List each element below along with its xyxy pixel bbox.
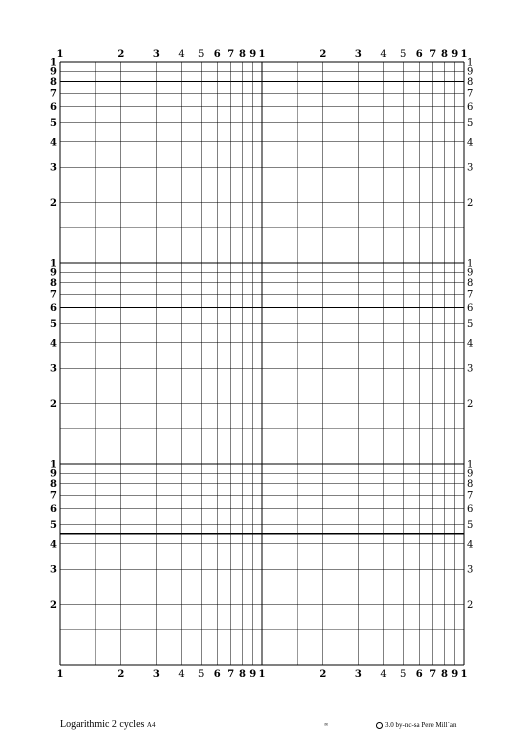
footer-license	[376, 721, 457, 729]
y-tick-label-right: 9	[467, 468, 474, 480]
y-tick-label-left: 3	[50, 363, 57, 375]
y-tick-label-right: 3	[467, 363, 474, 375]
y-tick-label-left: 6	[50, 504, 57, 516]
y-tick-label-right: 1	[467, 258, 474, 270]
footer-mark: ∞	[324, 722, 329, 728]
x-tick-label-top: 1	[56, 49, 64, 60]
y-tick-label-left: 1	[50, 258, 57, 270]
y-tick-label-left: 9	[50, 66, 57, 78]
y-tick-label-left: 7	[50, 289, 57, 301]
footer-license-text: 3.0 by-nc-sa Pere Mill´an	[385, 721, 457, 729]
y-tick-label-left: 8	[50, 76, 57, 88]
x-tick-label-bottom: 5	[198, 669, 205, 680]
y-tick-label-left: 2	[50, 599, 57, 611]
y-tick-label-left: 2	[50, 197, 57, 209]
y-tick-label-left: 6	[50, 102, 57, 114]
y-tick-label-left: 6	[50, 303, 57, 315]
y-tick-label-right: 4	[467, 539, 474, 551]
footer-paper-size: A4	[146, 721, 156, 729]
x-tick-label-bottom: 2	[319, 669, 327, 680]
x-tick-label-bottom: 1	[258, 669, 266, 680]
x-tick-label-bottom: 1	[460, 669, 468, 680]
y-tick-label-left: 4	[50, 137, 57, 149]
y-tick-label-right: 1	[467, 459, 474, 471]
y-tick-label-left: 7	[50, 490, 57, 502]
y-tick-label-left: 8	[50, 277, 57, 289]
y-tick-label-left: 1	[50, 459, 57, 471]
x-tick-label-bottom: 5	[400, 669, 407, 680]
x-tick-label-bottom: 3	[152, 669, 160, 680]
y-tick-label-left: 2	[50, 398, 57, 410]
y-tick-label-left: 4	[50, 338, 57, 350]
y-tick-label-left: 5	[50, 520, 57, 532]
footer-title-text: Logarithmic 2 cycles	[60, 719, 145, 730]
y-tick-label-left: 4	[50, 539, 57, 551]
y-tick-label-right: 7	[467, 88, 474, 100]
x-tick-label-top: 8	[238, 49, 246, 60]
y-tick-label-right: 8	[467, 76, 474, 88]
x-tick-label-top: 7	[429, 49, 437, 60]
y-tick-label-right: 6	[467, 102, 474, 114]
x-tick-label-top: 5	[400, 49, 407, 60]
x-tick-label-top: 3	[354, 49, 362, 60]
x-tick-label-bottom: 6	[213, 669, 221, 680]
x-tick-label-top: 3	[152, 49, 160, 60]
y-tick-label-right: 5	[467, 319, 474, 331]
y-tick-label-right: 3	[467, 564, 474, 576]
x-tick-label-top: 5	[198, 49, 205, 60]
y-tick-label-left: 7	[50, 88, 57, 100]
y-tick-label-right: 6	[467, 303, 474, 315]
x-tick-label-top: 9	[249, 49, 257, 60]
x-tick-label-top: 1	[258, 49, 266, 60]
y-tick-label-left: 5	[50, 319, 57, 331]
y-tick-label-right: 7	[467, 289, 474, 301]
x-tick-label-bottom: 7	[227, 669, 235, 680]
y-tick-label-left: 8	[50, 478, 57, 490]
x-tick-label-top: 1	[460, 49, 468, 60]
x-tick-label-bottom: 3	[354, 669, 362, 680]
x-tick-label-top: 7	[227, 49, 235, 60]
y-tick-label-right: 1	[467, 57, 474, 69]
y-tick-label-right: 6	[467, 504, 474, 516]
x-tick-label-bottom: 8	[440, 669, 448, 680]
x-tick-label-top: 4	[178, 49, 185, 60]
y-tick-label-right: 9	[467, 267, 474, 279]
x-tick-label-bottom: 1	[56, 669, 64, 680]
creative-commons-icon	[376, 722, 383, 729]
x-tick-label-bottom: 2	[117, 669, 125, 680]
y-tick-label-left: 9	[50, 267, 57, 279]
y-tick-label-left: 1	[50, 57, 57, 69]
x-tick-label-top: 6	[415, 49, 423, 60]
x-tick-label-top: 9	[451, 49, 459, 60]
x-tick-label-bottom: 9	[451, 669, 459, 680]
x-tick-label-bottom: 6	[415, 669, 423, 680]
y-tick-label-left: 3	[50, 564, 57, 576]
y-tick-label-right: 8	[467, 478, 474, 490]
x-tick-label-bottom: 4	[380, 669, 387, 680]
x-tick-label-bottom: 8	[238, 669, 246, 680]
x-tick-label-bottom: 9	[249, 669, 257, 680]
x-tick-label-bottom: 7	[429, 669, 437, 680]
y-tick-label-left: 9	[50, 468, 57, 480]
x-tick-label-top: 2	[319, 49, 327, 60]
y-tick-label-right: 2	[467, 197, 474, 209]
x-tick-label-top: 2	[117, 49, 125, 60]
y-tick-label-right: 9	[467, 66, 474, 78]
x-tick-label-bottom: 4	[178, 669, 185, 680]
y-tick-label-right: 3	[467, 162, 474, 174]
y-tick-label-right: 2	[467, 599, 474, 611]
y-tick-label-right: 4	[467, 137, 474, 149]
y-tick-label-right: 2	[467, 398, 474, 410]
y-tick-label-right: 5	[467, 118, 474, 130]
y-tick-label-right: 4	[467, 338, 474, 350]
footer-title	[60, 719, 155, 730]
y-tick-label-right: 7	[467, 490, 474, 502]
y-tick-label-left: 3	[50, 162, 57, 174]
x-tick-label-top: 4	[380, 49, 387, 60]
y-tick-label-right: 5	[467, 520, 474, 532]
x-tick-label-top: 8	[440, 49, 448, 60]
y-tick-label-left: 5	[50, 118, 57, 130]
x-tick-label-top: 6	[213, 49, 221, 60]
y-tick-label-right: 8	[467, 277, 474, 289]
